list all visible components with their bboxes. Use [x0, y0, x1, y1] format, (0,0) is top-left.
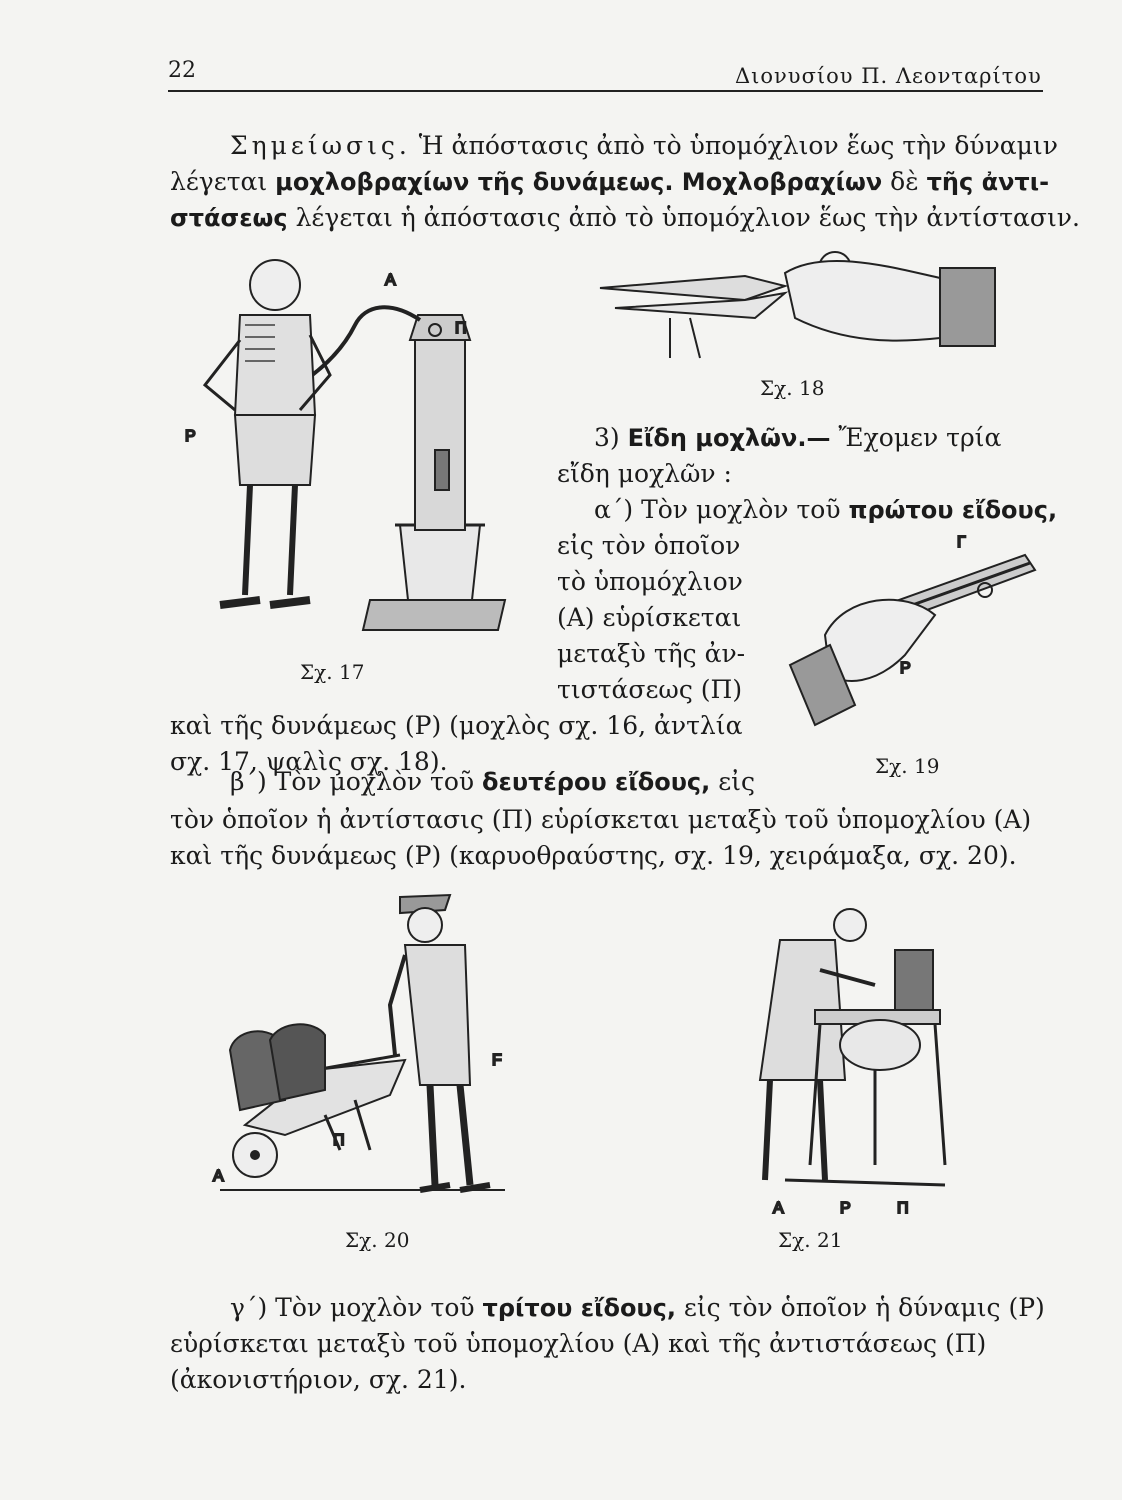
note-line-1-text: Ἡ ἀπόστασις ἀπὸ τὸ ὑπομόχλιον ἕως τὴν δύναμιν [410, 131, 1058, 160]
kind-3-line-3: (ἀκονιστήριον, σχ. 21). [170, 1365, 467, 1394]
kind-3-heading [230, 1290, 1045, 1326]
kind-3-label: γ΄) Τὸν μοχλὸν τοῦ [230, 1293, 483, 1322]
fig20-label-A: Α [213, 1168, 224, 1185]
note-text: δὲ [882, 167, 927, 196]
note-text: λέγεται ἡ ἀπόστασις ἀπὸ τὸ ὑπομόχλιον ἕως τὴν ἀντίστασιν. [287, 203, 1080, 232]
section-lead: Ἔχομεν τρία [838, 423, 1002, 452]
hand [785, 261, 995, 346]
running-head: Διονυσίου Π. Λεονταρίτου [735, 64, 1042, 88]
section-3-heading [594, 420, 1001, 456]
figure-19-nutcracker [785, 535, 1045, 735]
kind-2-line-2: τὸν ὁποῖον ἡ ἀντίστασις (Π) εὑρίσκεται μεταξὺ τοῦ ὑπομοχλίου (Α) [170, 805, 1032, 834]
figure-20-wheelbarrow [205, 885, 515, 1205]
kind-1-heading [594, 492, 1057, 528]
kind-1-line: μεταξὺ τῆς ἀν- [557, 639, 746, 668]
kind-1-term: πρώτου εἴδους, [848, 496, 1058, 524]
term-resistance-arm-end: στάσεως [170, 204, 288, 232]
fig21-label-A: Α [773, 1200, 784, 1217]
figure-21-grindstone [725, 880, 955, 1215]
caption-fig18: Σχ. 18 [760, 376, 825, 400]
section-title: Εἴδη μοχλῶν.— [627, 424, 831, 452]
kind-2-label: β΄) Τὸν μοχλὸν τοῦ [230, 767, 483, 796]
fig21-label-R: Ρ [840, 1200, 851, 1217]
note-line-1 [230, 128, 1058, 164]
fig21-label-P: Π [897, 1200, 909, 1217]
fig17-label-A: Α [385, 272, 396, 289]
fig19-label-R: Ρ [900, 660, 911, 677]
kind-2-tail: εἰς [710, 767, 755, 796]
note-line-2 [170, 164, 1049, 200]
fig17-label-P: Π [455, 320, 467, 337]
term-arm: Μοχλοβραχίων [673, 168, 883, 196]
fig20-label-P: Π [333, 1132, 345, 1149]
kind-2-line-3: καὶ τῆς δυνάμεως (Ρ) (καρυοθραύστης, σχ. 19, χειράμαξα, σχ. 20). [170, 841, 1017, 870]
pump-base [363, 525, 505, 630]
kind-3-tail: εἰς τὸν ὁποῖον ἡ δύναμις (Ρ) [675, 1293, 1045, 1322]
kind-1-continuation-2: σχ. 17, ψαλὶς σχ. 18). [170, 747, 448, 776]
section-3-line-2: εἴδη μοχλῶν : [557, 459, 732, 488]
kind-1-continuation-1: καὶ τῆς δυνάμεως (Ρ) (μοχλὸς σχ. 16, ἀντλία [170, 711, 743, 740]
figure-18-scissors [595, 248, 1000, 363]
note-prefix: Σημείωσις. [230, 131, 411, 160]
kind-1-line: τὸ ὑπομόχλιον [557, 567, 743, 596]
caption-fig20: Σχ. 20 [345, 1228, 410, 1252]
fig20-label-F: F [492, 1052, 502, 1069]
page-number: 22 [168, 58, 196, 83]
boy [205, 260, 330, 605]
pump-column [410, 315, 470, 530]
fig19-label-G: Γ [957, 534, 966, 551]
term-resistance-arm: τῆς ἀντι- [926, 168, 1050, 196]
hand [790, 600, 935, 725]
kind-3-term: τρίτου εἴδους, [482, 1294, 676, 1322]
term-force-arm: μοχλοβραχίων τῆς δυνάμεως. [275, 168, 674, 196]
kind-3-line-2: εὑρίσκεται μεταξὺ τοῦ ὑπομοχλίου (Α) καὶ τῆς ἀντιστάσεως (Π) [170, 1329, 987, 1358]
worker [390, 895, 490, 1190]
kind-2-term: δευτέρου εἴδους, [482, 768, 711, 796]
caption-fig19: Σχ. 19 [875, 754, 940, 778]
kind-1-line: (Α) εὑρίσκεται [557, 603, 742, 632]
header-rule [168, 90, 1043, 92]
figure-17-pump [180, 245, 520, 640]
fig17-label-R: Ρ [185, 428, 196, 445]
kind-1-line: τιστάσεως (Π) [557, 675, 743, 704]
kind-2-heading [230, 764, 755, 800]
note-text: λέγεται [170, 167, 276, 196]
caption-fig21: Σχ. 21 [778, 1228, 843, 1252]
section-number: 3) [594, 423, 620, 452]
caption-fig17: Σχ. 17 [300, 660, 365, 684]
note-line-3 [170, 200, 1080, 236]
kind-1-line: εἰς τὸν ὁποῖον [557, 531, 741, 560]
kind-1-label: α΄) Τὸν μοχλὸν τοῦ [594, 495, 849, 524]
